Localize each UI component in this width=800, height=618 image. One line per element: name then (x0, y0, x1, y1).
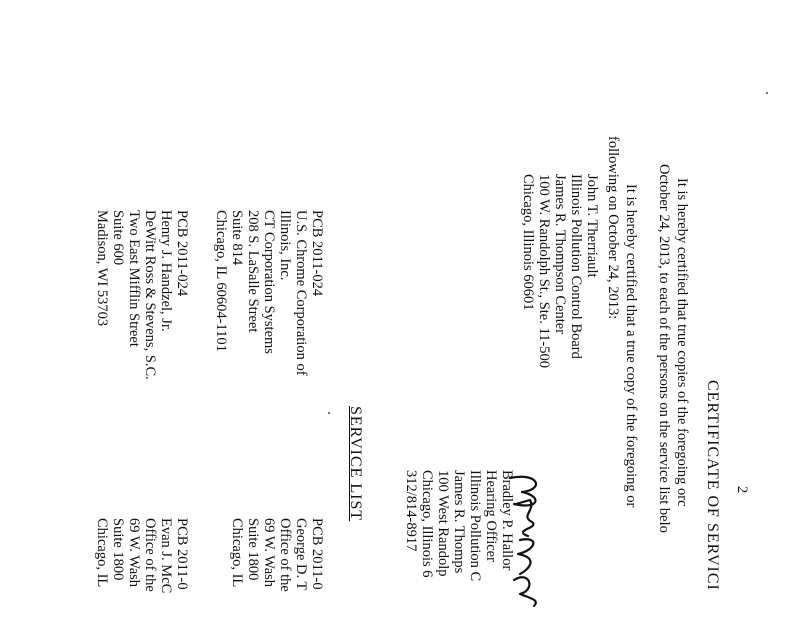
entry-line: Suite 814 (229, 210, 245, 266)
paragraph-line: It is hereby certified that a true copy of the foregoing or (623, 184, 639, 508)
entry-line: PCB 2011-0 (309, 518, 325, 590)
address-line: Illinois Pollution Control Board (568, 174, 584, 359)
entry-line: George D. T (293, 518, 309, 591)
scan-speck (766, 92, 768, 94)
service-entry (94, 210, 190, 380)
entry-line: 100 West Randolp (435, 470, 451, 577)
address-line: James R. Thompson Center (552, 174, 568, 335)
entry-line: Henry J. Handzel, Jr. (158, 210, 174, 332)
service-entry (94, 518, 190, 593)
certification-paragraph-1 (656, 164, 690, 533)
address-line: 100 W. Randolph St., Ste. 11-500 (536, 174, 552, 369)
entry-line: Evan J. McC (158, 518, 174, 594)
entry-line: Suite 1800 (245, 518, 261, 581)
certificate-title: CERTIFICATE OF SERVICI (704, 380, 721, 591)
service-entry (403, 470, 515, 581)
entry-line: Chicago, IL (229, 518, 245, 588)
entry-line: Office of the (277, 518, 293, 592)
entry-line: Hearing Officer (483, 470, 499, 562)
entry-line: Suite 1800 (110, 518, 126, 581)
entry-line: 69 W. Wash (261, 518, 277, 588)
certification-paragraph-2 (605, 136, 639, 508)
service-list-heading: SERVICE LIST (347, 406, 364, 522)
clerk-address-block (520, 174, 600, 368)
entry-line: PCB 2011-0 (174, 518, 190, 590)
service-entry (213, 210, 325, 376)
entry-line: Chicago, IL (94, 518, 110, 588)
entry-line: 69 W. Wash (126, 518, 142, 588)
entry-line: Madison, WI 53703 (94, 210, 110, 327)
entry-line: U.S. Chrome Corporation of (293, 210, 309, 376)
entry-line: Illinois, Inc. (277, 210, 293, 281)
scan-speck (328, 412, 330, 414)
entry-line: Two East Mifflin Street (126, 210, 142, 347)
entry-line: PCB 2011-024 (309, 210, 325, 297)
page-number: 2 (734, 486, 750, 494)
paragraph-line: following on October 24, 2013: (605, 136, 621, 320)
entry-line: 312/814-8917 (403, 470, 419, 552)
entry-line: Office of the (142, 518, 158, 592)
entry-line: CT Corporation Systems (261, 210, 277, 354)
paragraph-line: It is hereby certified that true copies of the foregoing orc (674, 178, 690, 507)
entry-line: Chicago, Illinois 6 (419, 470, 435, 578)
entry-line: PCB 2011-024 (174, 210, 190, 297)
entry-line: Suite 600 (110, 210, 126, 266)
entry-line: James R. Thomps (451, 470, 467, 574)
paragraph-line: October 24, 2013, to each of the persons on the service list belo (656, 164, 672, 533)
entry-line: Bradley P. Hallor (499, 470, 515, 571)
address-line: Chicago, Illinois 60601 (520, 174, 536, 311)
service-entry (229, 518, 325, 592)
entry-line: Chicago, IL 60604-1101 (213, 210, 229, 352)
entry-line: DeWitt Ross & Stevens, S.C. (142, 210, 158, 380)
entry-line: Illinois Pollution C (467, 470, 483, 582)
address-line: John T. Therriault (584, 174, 600, 278)
entry-line: 208 S. LaSalle Street (245, 210, 261, 333)
